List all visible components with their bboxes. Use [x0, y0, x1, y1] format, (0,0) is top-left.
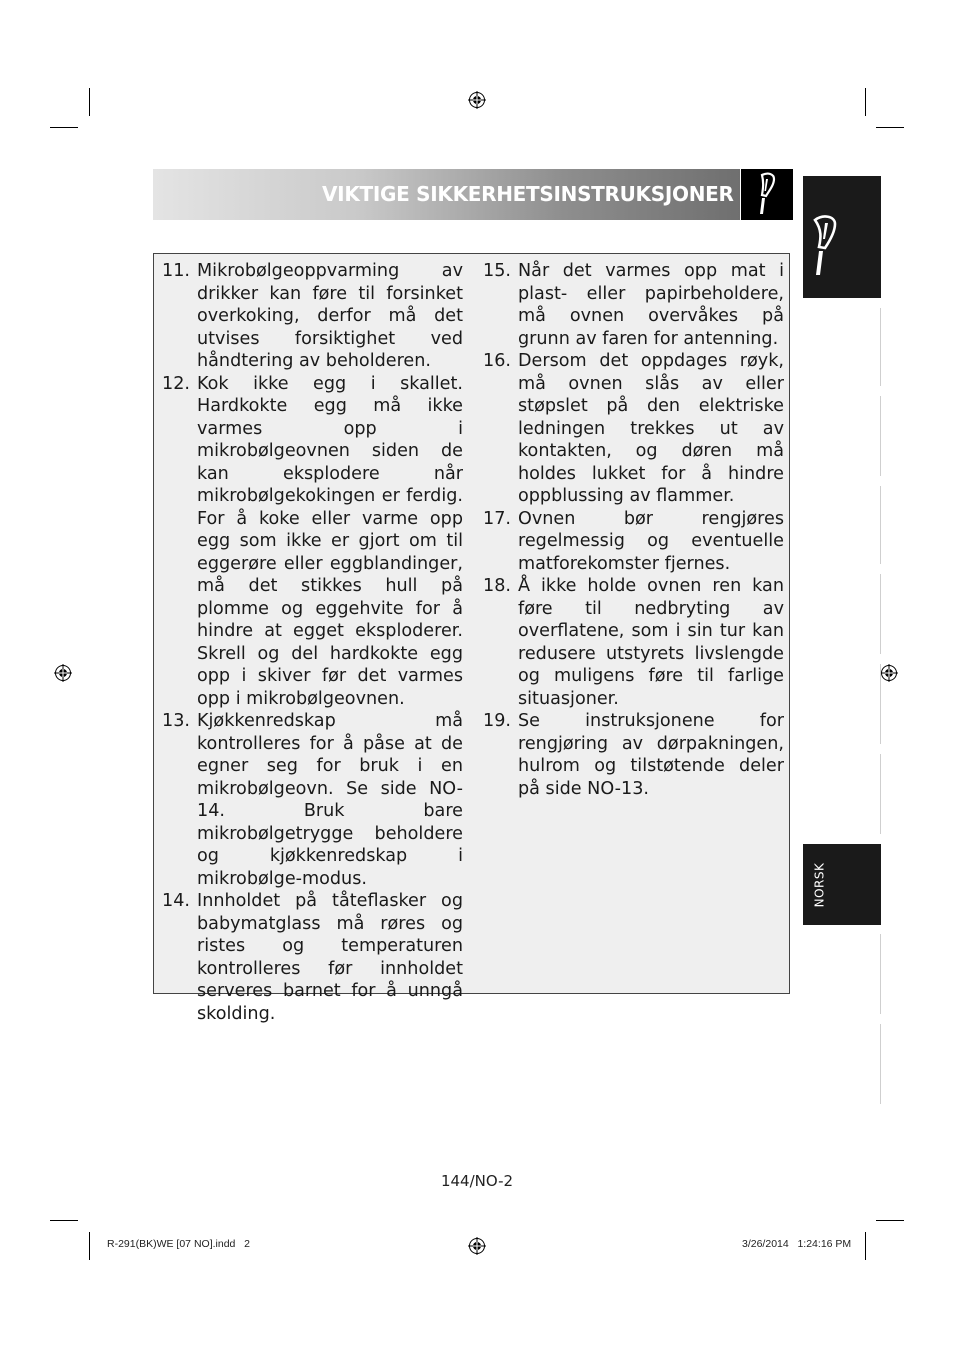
side-divider	[880, 396, 881, 476]
crop-mark	[876, 1220, 904, 1221]
header-icon-box	[741, 169, 793, 220]
crop-mark	[50, 1220, 78, 1221]
list-item: 18. Å ikke holde ovnen ren kan føre til nedbryting av overflatene, som i sin tur kan redusere utstyrets livslengde og muligens føre til farlige situasjoner.	[483, 576, 784, 709]
list-item: 11. Mikrobølgeoppvarming av drikker kan føre til forsinket overkoking, derfor må det utvises forsiktighet ved håndtering av beholderen.	[162, 261, 463, 371]
crop-mark	[50, 127, 78, 128]
registration-mark-icon	[468, 1237, 486, 1255]
caution-exclamation-icon	[741, 169, 793, 220]
registration-mark-icon	[880, 664, 898, 682]
list-item: 19. Se instruksjonene for rengjøring av dørpakningen, hulrom og tilstøtende deler på side NO-13.	[483, 711, 784, 799]
side-divider	[880, 574, 881, 654]
list-item: 17. Ovnen bør rengjøres regelmessig og eventuelle matforekomster fjernes.	[483, 508, 784, 574]
section-title: VIKTIGE SIKKERHETSINSTRUKSJONER	[322, 182, 734, 206]
side-divider	[880, 754, 881, 834]
list-item: 15. Når det varmes opp mat i plast- eller papirbeholdere, må ovnen overvåkes på grunn av faren for antenning.	[483, 261, 784, 349]
crop-mark	[89, 1232, 90, 1260]
side-divider	[880, 934, 881, 1014]
side-divider	[880, 664, 881, 744]
instructions-column-right	[483, 260, 784, 800]
registration-mark-icon	[54, 664, 72, 682]
side-divider	[880, 1024, 881, 1104]
crop-mark	[865, 88, 866, 116]
caution-exclamation-icon	[803, 176, 881, 298]
footer-timestamp: 3/26/2014 1:24:16 PM	[742, 1238, 852, 1250]
crop-mark	[876, 127, 904, 128]
footer-filename: R-291(BK)WE [07 NO].indd 2	[107, 1238, 250, 1250]
side-divider	[880, 308, 881, 386]
list-item: 14. Innholdet på tåteflasker og babymatglass må røres og ristes og temperaturen kontrolleres før innholdet serveres barnet for å unngå skolding.	[162, 891, 463, 1024]
language-label: NORSK	[812, 862, 826, 907]
list-item: 13. Kjøkkenredskap må kontrolleres for å påse at de egner seg for bruk i en mikrobølgeovn. Se side NO-14. Bruk bare mikrobølgetrygge beholdere og kjøkkenredskap i mikrobølge-modus.	[162, 711, 463, 889]
list-item: 12. Kok ikke egg i skallet. Hardkokte egg må ikke varmes opp i mikrobølgeovnen siden de kan eksplodere når mikrobølgekokingen er ferdig. For å koke eller varme opp egg som ikke er gjort om til eggerøre eller eggblandinger, må det stikkes hull på plomme og eggehvite for å hindre at egget eksploderer. Skrell og del hardkokte egg opp i skiver før det varmes opp i mikrobølgeovnen.	[162, 373, 463, 709]
side-divider	[880, 486, 881, 564]
list-item: 16. Dersom det oppdages røyk, må ovnen slås av eller støpslet på den elektriske ledningen trekkes ut av kontakten, og døren må holdes lukket for å hindre oppblussing av flammer.	[483, 351, 784, 506]
crop-mark	[89, 88, 90, 116]
instructions-column-left	[162, 260, 463, 1025]
registration-mark-icon	[468, 91, 486, 109]
crop-mark	[865, 1232, 866, 1260]
page-number: 144/NO-2	[440, 1172, 514, 1190]
side-tab-caution	[803, 176, 881, 298]
